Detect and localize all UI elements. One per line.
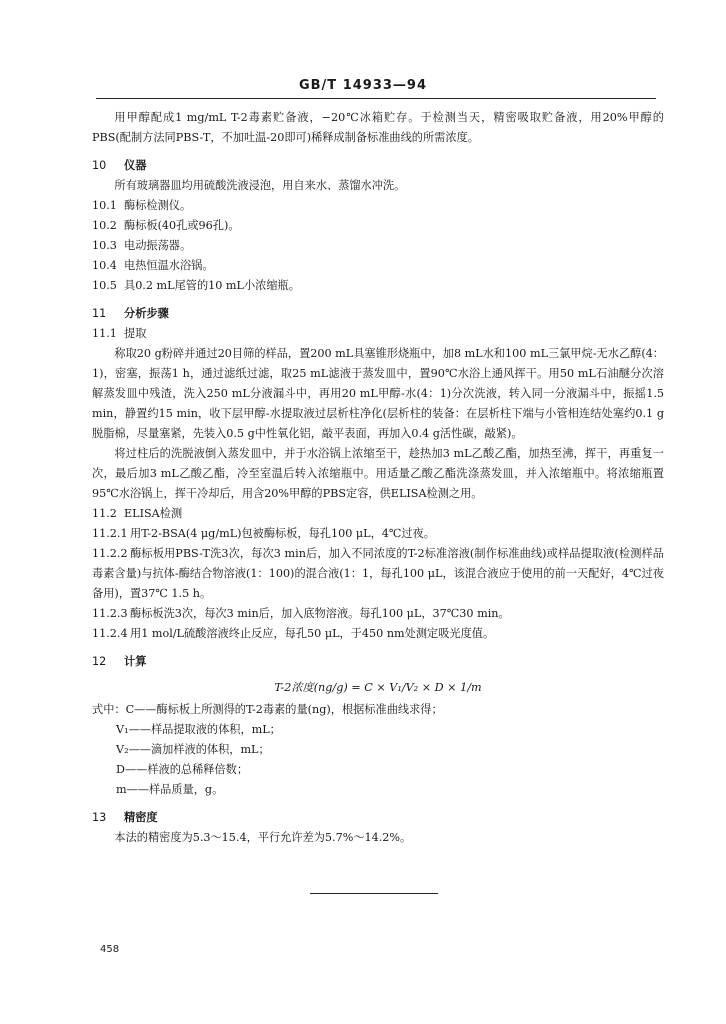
list-item: [92, 604, 664, 624]
variable-definition: V₁——样品提取液的体积，mL；: [116, 723, 281, 736]
item-number: 10.4: [92, 259, 117, 272]
item-number: 11.2.3: [92, 607, 128, 620]
variable-definition: V₂——滴加样液的体积，mL；: [116, 743, 270, 756]
item-text: 酶标板洗3次，每次3 min后，加入底物溶液。每孔100 μL，37℃30 min。: [130, 607, 510, 620]
list-item: [92, 624, 664, 644]
extraction-paragraph-1: 称取20 g粉碎并通过20目筛的样品，置200 mL具塞锥形烧瓶中，加8 mL水和100 mL三氯甲烷-无水乙醇(4：1)，密塞，振荡1 h，通过滤纸过滤，取25 mL滤液于蒸发皿中，置90℃水浴上通风挥干。用50 mL石油醚分次溶解蒸发皿中残渣，洗入250 mL分液漏斗中，再用20 mL甲醇-水(4：1)分次洗液，转入同一分液漏斗中，振摇1.5 min，静置约15 min，收下层甲醇-水提取液过层析柱净化(层析柱的装备：在层析柱下端与小管相连结处塞约0.1 g脱脂棉，尽量塞紧，先装入0.5 g中性氧化铝，敲平表面，再加入0.4 g活性碳，敲紧)。: [92, 347, 664, 440]
subsection-title: ELISA检测: [124, 507, 183, 520]
section-12-heading: [92, 652, 664, 672]
item-text: 酶标检测仪。: [124, 199, 192, 212]
subsection-title: 提取: [124, 327, 147, 340]
item-text: 用1 mol/L硫酸溶液终止反应，每孔50 μL，于450 nm处测定吸光度值。: [130, 627, 495, 640]
subsection-11-2-heading: [92, 504, 664, 524]
document-body: [92, 108, 664, 848]
variable-definition: 式中：C——酶标板上所测得的T-2毒素的量(ng)，根据标准曲线求得；: [92, 703, 443, 716]
item-number: 11.2.1: [92, 527, 128, 540]
item-number: 11.1: [92, 327, 117, 340]
list-item: [92, 196, 664, 216]
list-item: [92, 236, 664, 256]
item-number: 11.2: [92, 507, 117, 520]
section-title: 精密度: [124, 811, 158, 824]
intro-paragraph: 用甲醇配成1 mg/mL T-2毒素贮备液，−20℃冰箱贮存。于检测当天，精密吸取贮备液，用20%甲醇的PBS(配制方法同PBS-T，不加吐温-20即可)稀释成制备标准曲线的所需浓度。: [92, 111, 664, 144]
item-number: 10.2: [92, 219, 117, 232]
section-13-heading: [92, 808, 664, 828]
section-number: 10: [92, 159, 107, 172]
section-10-heading: [92, 156, 664, 176]
section-title: 分析步骤: [124, 307, 169, 320]
item-text: 酶标板(40孔或96孔)。: [124, 219, 240, 232]
list-item: [92, 256, 664, 276]
list-item: [92, 544, 664, 604]
list-item: [92, 216, 664, 236]
page-number: 458: [100, 944, 120, 955]
section-title: 计算: [124, 655, 147, 668]
section-number: 13: [92, 811, 107, 824]
end-rule: [310, 893, 438, 894]
item-number: 10.3: [92, 239, 117, 252]
variable-definition: m——样品质量，g。: [116, 783, 224, 796]
list-item: [92, 524, 664, 544]
extraction-paragraph-2: 将过柱后的洗脱液倒入蒸发皿中，并于水浴锅上浓缩至干，趁热加3 mL乙酸乙酯，加热至沸，挥干，再重复一次，最后加3 mL乙酸乙酯，冷至室温后转入浓缩瓶中。用适量乙酸乙酯洗涤蒸发皿，并入浓缩瓶中。将浓缩瓶置95℃水浴锅上，挥干冷却后，用含20%甲醇的PBS定容，供ELISA检测之用。: [92, 447, 664, 500]
list-item: [92, 276, 664, 296]
section-number: 11: [92, 307, 107, 320]
item-text: 电动振荡器。: [124, 239, 192, 252]
section-11-heading: [92, 304, 664, 324]
item-number: 10.1: [92, 199, 117, 212]
standard-code-header: GB/T 14933—94: [298, 78, 428, 93]
item-text: 具0.2 mL尾管的10 mL小浓缩瓶。: [124, 279, 300, 292]
section-10-desc: 所有玻璃器皿均用硫酸洗液浸泡，用自来水、蒸馏水冲洗。: [114, 179, 406, 192]
calculation-formula: T-2浓度(ng/g) = C × V₁/V₂ × D × 1/m: [274, 681, 482, 694]
section-title: 仪器: [124, 159, 147, 172]
header-rule: [96, 98, 656, 99]
item-text: 电热恒温水浴锅。: [124, 259, 214, 272]
precision-paragraph: 本法的精密度为5.3～15.4，平行允许差为5.7%～14.2%。: [114, 831, 412, 844]
item-text: 酶标板用PBS-T洗3次，每次3 min后，加入不同浓度的T-2标准溶液(制作标准曲线)或样品提取液(检测样品毒素含量)与抗体-酶结合物溶液(1：100)的混合液(1：1，每孔100 μL，该混合液应于使用的前一天配好，4℃过夜备用)，置37℃ 1.5 h。: [92, 547, 664, 600]
section-number: 12: [92, 655, 107, 668]
item-number: 10.5: [92, 279, 117, 292]
variable-definition: D——样液的总稀释倍数；: [116, 763, 249, 776]
item-text: 用T-2-BSA(4 μg/mL)包被酶标板，每孔100 μL，4℃过夜。: [130, 527, 435, 540]
item-number: 11.2.2: [92, 547, 128, 560]
item-number: 11.2.4: [92, 627, 128, 640]
subsection-11-1-heading: [92, 324, 664, 344]
